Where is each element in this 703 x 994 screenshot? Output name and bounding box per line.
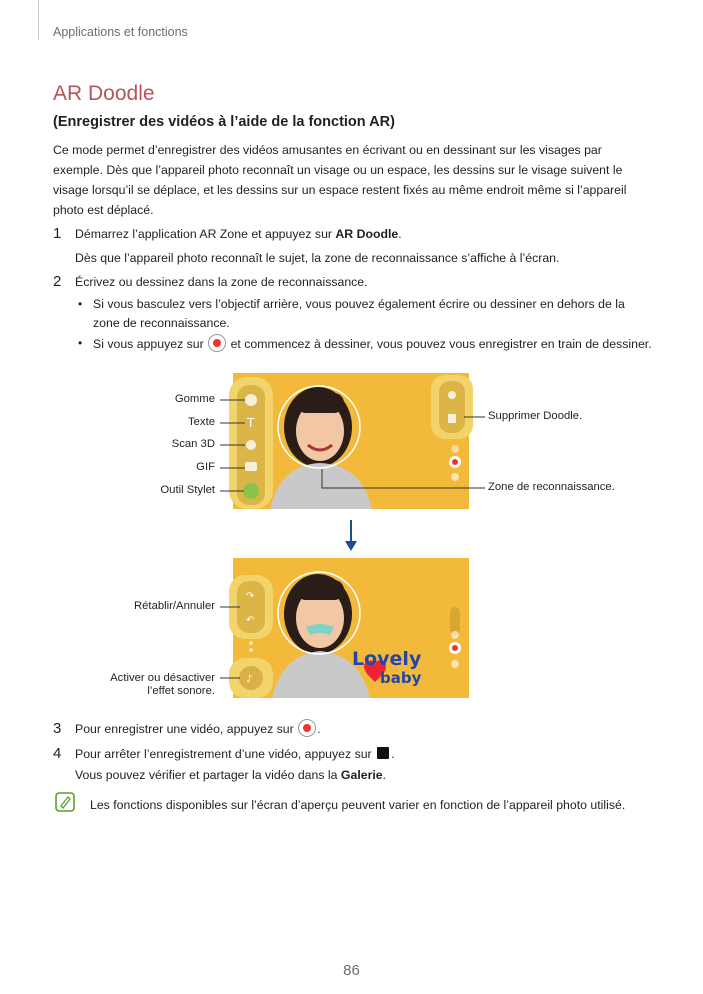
switch-camera-icon[interactable] <box>451 473 459 481</box>
undo-icon[interactable]: ↶ <box>246 615 255 626</box>
record-icon <box>208 334 226 352</box>
figure-1-illustration <box>0 365 703 555</box>
mode-dot <box>451 445 459 453</box>
speaker-icon: ♪ <box>246 674 253 685</box>
label-gif: GIF <box>196 461 215 473</box>
label-zone: Zone de reconnaissance. <box>488 481 615 493</box>
note-icon <box>55 792 75 812</box>
redo-icon[interactable]: ↷ <box>246 591 255 602</box>
page-subtitle: (Enregistrer des vidéos à l’aide de la fonction AR) <box>53 114 395 130</box>
settings-icon[interactable] <box>448 391 456 399</box>
section-header: Applications et fonctions <box>53 25 188 39</box>
label-supprimer: Supprimer Doodle. <box>488 410 583 422</box>
bullet-dot: • <box>78 336 83 350</box>
page-title: AR Doodle <box>53 82 155 105</box>
step-1-post: . <box>398 227 402 241</box>
step-4-sub-post: . <box>382 768 387 782</box>
trash-icon[interactable] <box>448 414 456 423</box>
indicator-dot <box>249 648 253 652</box>
label-sound-effect <box>110 672 215 698</box>
switch-camera-icon[interactable] <box>451 660 459 668</box>
label-gomme: Gomme <box>174 393 215 405</box>
pen-tool-icon[interactable] <box>243 483 259 499</box>
gif-icon[interactable] <box>245 462 257 471</box>
text-tool-icon[interactable]: T <box>247 416 255 430</box>
step-1-sub: Dès que l’appareil photo reconnaît le sujet, la zone de reconnaissance s’affiche à l’écran. <box>75 251 560 265</box>
step-4-sub-pre: Vous pouvez vérifier et partager la vidéo dans la <box>75 768 341 782</box>
figure-2-illustration <box>0 555 703 705</box>
bullet-dot: • <box>78 297 83 311</box>
bullet-line: Si vous basculez vers l’objectif arrière, vous pouvez également écrire ou dessiner en dehors de la <box>93 297 625 311</box>
intro-line: Ce mode permet d’enregistrer des vidéos amusantes en écrivant ou en dessinant sur les visages par <box>53 143 602 157</box>
record-dot <box>452 459 458 465</box>
doodle-baby: baby <box>380 669 422 687</box>
doodle-lovely: Lovely <box>352 648 422 670</box>
bullet-line: zone de reconnaissance. <box>93 316 230 330</box>
step-3-post: . <box>317 722 321 736</box>
label-texte: Texte <box>187 416 215 428</box>
step-4-text <box>75 744 395 764</box>
label-line: l’effet sonore. <box>147 685 215 697</box>
step-number: 2 <box>53 273 62 290</box>
step-2-bullet-1 <box>93 295 653 333</box>
bullet-pre: Si vous appuyez sur <box>93 337 208 351</box>
eraser-icon[interactable] <box>245 394 257 406</box>
intro-line: visage lorsqu’il se déplace, et les dessins sur un espace restent fixés au même endroit même si l’appareil <box>53 183 627 197</box>
record-dot <box>452 645 458 651</box>
step-2-bullet-2 <box>93 334 652 354</box>
bullet-post: et commencez à dessiner, vous pouvez vous enregistrer en train de dessiner. <box>227 337 652 351</box>
step-4-pre: Pour arrêter l’enregistrement d’une vidéo, appuyez sur <box>75 747 376 761</box>
indicator-dot <box>249 641 253 645</box>
step-4-sub <box>75 765 386 785</box>
step-2-text: Écrivez ou dessinez dans la zone de reconnaissance. <box>75 275 368 289</box>
header-rule <box>38 0 39 40</box>
zoom-slider[interactable] <box>450 607 460 635</box>
step-number: 3 <box>53 720 62 737</box>
galerie-label: Galerie <box>340 768 383 782</box>
ar-doodle-label: AR Doodle <box>335 227 399 241</box>
label-scan-3d: Scan 3D <box>171 438 215 450</box>
step-4-post: . <box>391 747 395 761</box>
label-line: Activer ou désactiver <box>110 672 215 684</box>
note-text: Les fonctions disponibles sur l’écran d’aperçu peuvent varier en fonction de l’appareil photo utilisé. <box>90 798 626 812</box>
stop-icon <box>377 747 389 759</box>
step-number: 1 <box>53 225 62 242</box>
child-bangs <box>296 393 344 413</box>
arrow-head <box>345 541 357 551</box>
scan-3d-icon[interactable] <box>246 440 256 450</box>
intro-paragraph <box>53 140 653 220</box>
intro-line: photo est déplacé. <box>53 203 154 217</box>
child-bangs <box>296 580 344 600</box>
mode-dot <box>451 631 459 639</box>
intro-line: exemple. Dès que l’appareil photo reconnaît un visage ou un espace, les dessins sur le visage suivent le <box>53 163 623 177</box>
right-panel <box>439 381 465 433</box>
record-icon <box>298 719 316 737</box>
page-number: 86 <box>343 962 360 979</box>
step-3-pre: Pour enregistrer une vidéo, appuyez sur <box>75 722 298 736</box>
step-1-pre: Démarrez l’application AR Zone et appuyez sur <box>75 227 336 241</box>
label-outil-stylet: Outil Stylet <box>160 484 215 496</box>
step-number: 4 <box>53 745 62 762</box>
label-retablir-annuler: Rétablir/Annuler <box>133 600 215 612</box>
step-1-text <box>75 224 402 244</box>
step-3-text <box>75 719 321 739</box>
